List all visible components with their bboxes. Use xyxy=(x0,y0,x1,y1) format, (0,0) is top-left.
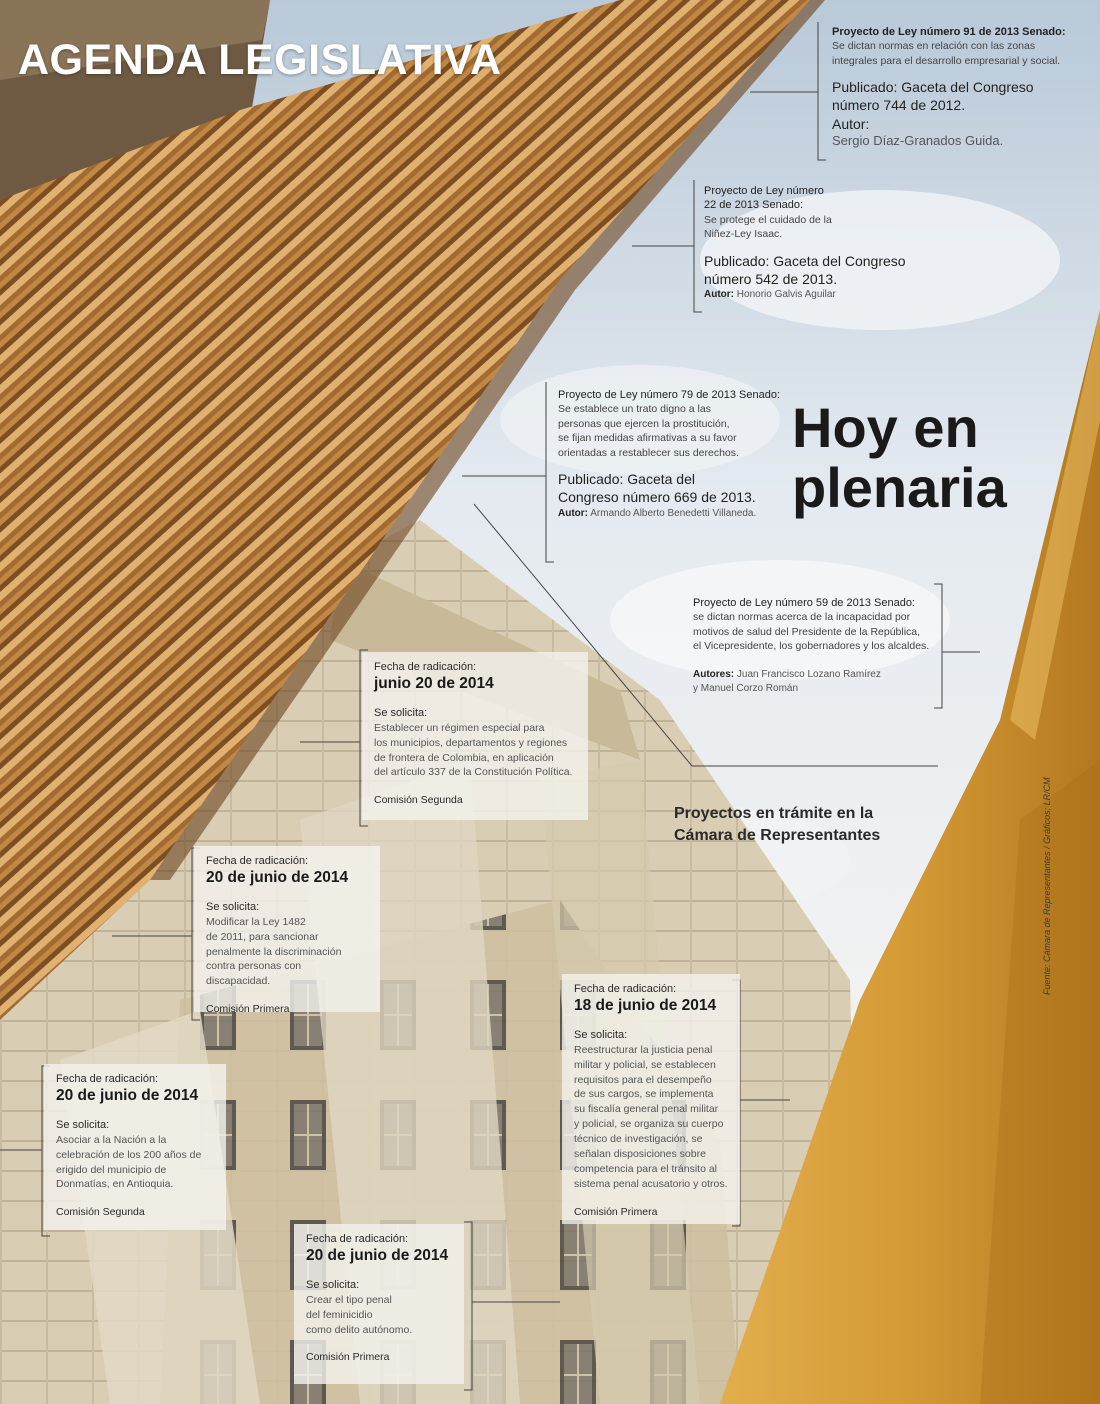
project-author-name: Honorio Galvis Aguilar xyxy=(736,288,836,300)
project-author-label: Autor: xyxy=(558,507,588,519)
project-description-line: integrales para el desarrollo empresarial y social. xyxy=(832,54,1061,67)
request-line: técnico de investigación, se xyxy=(574,1133,703,1146)
request-line: erigido del municipio de xyxy=(56,1163,167,1176)
project-description-line: personas que ejercen la prostitución, xyxy=(558,417,730,430)
filing-date: 20 de junio de 2014 xyxy=(56,1087,199,1105)
project-author-name: Sergio Díaz-Granados Guida. xyxy=(832,132,1004,148)
senate-project-22 xyxy=(704,184,924,302)
headline-line-2: plenaria xyxy=(792,456,1007,520)
request-line: militar y policial, se establecen xyxy=(574,1058,716,1071)
commission: Comisión Primera xyxy=(306,1351,390,1364)
request-line: Establecer un régimen especial para xyxy=(374,721,545,734)
project-author xyxy=(704,288,924,302)
house-project-card-1 xyxy=(362,652,588,820)
request-line: Donmatías, en Antioquia. xyxy=(56,1178,174,1191)
project-author-label: Autores: xyxy=(693,668,735,680)
project-description-line: se fijan medidas afirmativas a su favor xyxy=(558,432,737,445)
request-line: Modificar la Ley 1482 xyxy=(206,915,306,928)
request-line: y policial, se organiza su cuerpo xyxy=(574,1118,724,1131)
source-credit: Fuente: Cámara de Representantes / Gráficos: LR/CM xyxy=(1042,777,1052,995)
project-heading-line: 22 de 2013 Senado: xyxy=(704,199,804,212)
house-project-card-2 xyxy=(194,846,380,1016)
request-line: los municipios, departamentos y regiones xyxy=(374,736,568,749)
commission: Comisión Primera xyxy=(574,1205,658,1218)
request-label: Se solicita: xyxy=(206,901,260,914)
headline-line-1: Hoy en xyxy=(792,396,979,459)
commission: Comisión Segunda xyxy=(56,1206,145,1219)
request-line: competencia para el tránsito al xyxy=(574,1162,717,1175)
project-published-line: Publicado: Gaceta del xyxy=(558,471,695,488)
request-label: Se solicita: xyxy=(374,707,428,720)
request-line: su fiscalía general penal militar xyxy=(574,1103,719,1116)
project-description-line: Se protege el cuidado de la xyxy=(704,213,832,226)
project-author-name: Armando Alberto Benedetti Villaneda. xyxy=(590,507,757,519)
senate-project-59 xyxy=(693,596,941,696)
senate-project-91 xyxy=(832,25,1094,150)
filing-date: 20 de junio de 2014 xyxy=(306,1247,449,1265)
house-project-card-5 xyxy=(294,1224,464,1384)
project-published-line: número 542 de 2013. xyxy=(704,270,838,287)
request-line: como delito autónomo. xyxy=(306,1323,413,1336)
house-projects-subtitle xyxy=(674,803,914,846)
date-label: Fecha de radicación: xyxy=(574,983,677,995)
request-line: celebración de los 200 años de xyxy=(56,1148,202,1161)
project-heading: Proyecto de Ley número 59 de 2013 Senado: xyxy=(693,597,915,609)
project-author-label: Autor: xyxy=(832,115,870,132)
project-published-line: Publicado: Gaceta del Congreso xyxy=(704,252,906,269)
project-author xyxy=(693,668,941,682)
request-line: del artículo 337 de la Constitución Política. xyxy=(374,766,573,779)
request-line: de sus cargos, se implementa xyxy=(574,1088,714,1101)
request-line: Reestructurar la justicia penal xyxy=(574,1043,713,1056)
project-description-line: motivos de salud del Presidente de la República, xyxy=(693,625,921,638)
project-description-line: Niñez-Ley Isaac. xyxy=(704,228,783,241)
page-title: AGENDA LEGISLATIVA xyxy=(18,36,502,84)
request-line: sistema penal acusatorio y otros. xyxy=(574,1177,728,1190)
house-project-card-3 xyxy=(562,974,740,1224)
commission: Comisión Segunda xyxy=(374,794,463,807)
project-description-line: el Vicepresidente, los gobernadores y los alcaldes. xyxy=(693,640,930,653)
date-label: Fecha de radicación: xyxy=(56,1073,159,1085)
subtitle-line-2: Cámara de Representantes xyxy=(674,826,881,844)
request-line: señalan disposiciones sobre xyxy=(574,1148,706,1161)
filing-date: junio 20 de 2014 xyxy=(374,675,494,693)
project-heading: Proyecto de Ley número 91 de 2013 Senado: xyxy=(832,26,1066,38)
request-line: de frontera de Colombia, en aplicación xyxy=(374,751,554,764)
project-author xyxy=(558,507,790,521)
project-published-line: número 744 de 2012. xyxy=(832,97,966,114)
project-description-line: Se establece un trato digno a las xyxy=(558,403,711,416)
project-description-line: orientadas a restablecer sus derechos. xyxy=(558,446,739,459)
filing-date: 18 de junio de 2014 xyxy=(574,997,717,1015)
request-line: penalmente la discriminación xyxy=(206,945,342,958)
request-line: de 2011, para sancionar xyxy=(206,930,319,943)
request-line: Crear el tipo penal xyxy=(306,1293,392,1306)
project-author-label: Autor: xyxy=(704,288,734,300)
project-heading-line: Proyecto de Ley número xyxy=(704,185,824,197)
filing-date: 20 de junio de 2014 xyxy=(206,869,349,887)
request-line: requisitos para el desempeño xyxy=(574,1073,712,1086)
project-heading: Proyecto de Ley número 79 de 2013 Senado: xyxy=(558,389,780,401)
request-label: Se solicita: xyxy=(56,1119,110,1132)
request-line: contra personas con discapacidad. xyxy=(206,960,302,988)
request-label: Se solicita: xyxy=(574,1029,628,1042)
project-published-line: Congreso número 669 de 2013. xyxy=(558,489,756,506)
commission: Comisión Primera xyxy=(206,1003,290,1016)
date-label: Fecha de radicación: xyxy=(306,1233,409,1245)
headline xyxy=(792,398,1092,519)
date-label: Fecha de radicación: xyxy=(374,661,477,673)
project-published-line: Publicado: Gaceta del Congreso xyxy=(832,79,1034,96)
house-project-card-4 xyxy=(44,1064,226,1230)
project-author-line: Juan Francisco Lozano Ramírez xyxy=(736,668,881,680)
request-line: del feminicidio xyxy=(306,1308,373,1321)
project-author-line: y Manuel Corzo Román xyxy=(693,682,799,694)
request-line: Asociar a la Nación a la xyxy=(56,1133,167,1146)
subtitle-line-1: Proyectos en trámite en la xyxy=(674,805,874,822)
project-description-line: Se dictan normas en relación con las zonas xyxy=(832,40,1036,53)
senate-project-79 xyxy=(558,388,790,521)
request-label: Se solicita: xyxy=(306,1279,360,1292)
project-description-line: se dictan normas acerca de la incapacidad por xyxy=(693,611,911,624)
date-label: Fecha de radicación: xyxy=(206,855,309,867)
